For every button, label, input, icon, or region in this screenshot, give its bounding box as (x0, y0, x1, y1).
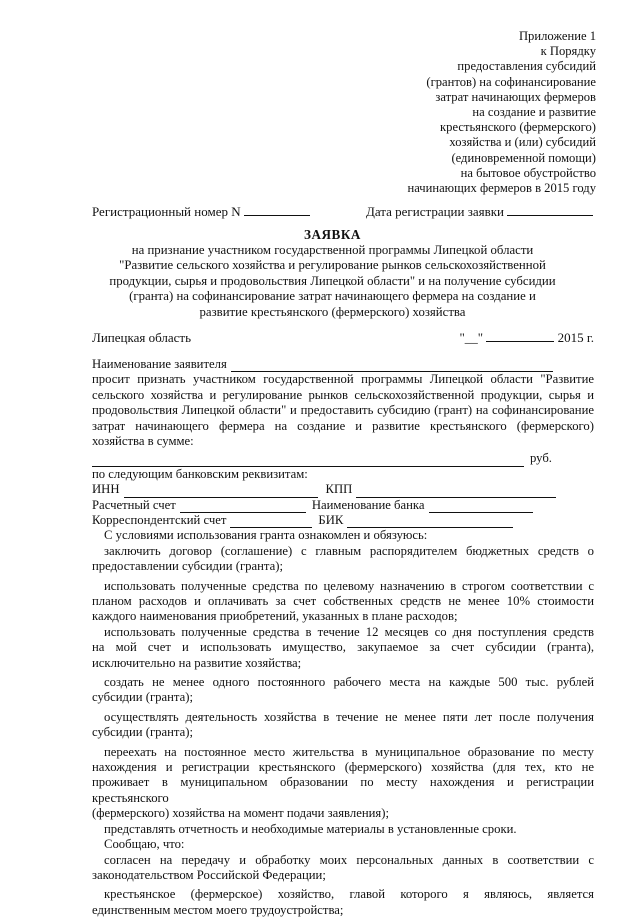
currency-label: руб. (530, 451, 552, 466)
appendix-line: Приложение 1 (518, 29, 596, 43)
obligation-line: каждого наименования приобретений, указанных в плане расходов; (92, 609, 458, 624)
request-line: хозяйства в сумме: (92, 434, 194, 449)
appendix-line: затрат начинающих фермеров (435, 89, 596, 104)
account-label: Расчетный счет (92, 497, 176, 512)
obligation-line: (фермерского) хозяйства на момент подачи заявления); (92, 806, 390, 821)
obligation-line: нахождения и регистрации крестьянского (фермерского) хозяйства (для тех, кто не (92, 760, 594, 775)
appendix-line: предоставления субсидий (457, 59, 596, 74)
corr-account-row (92, 513, 594, 528)
date-field (460, 330, 595, 346)
title-line: на признание участником государственной программы Липецкой области (131, 242, 534, 257)
obligation-line: субсидии (гранта); (92, 725, 193, 740)
corr-account-label: Корреспондентский счет (92, 512, 227, 527)
appendix-line: (грантов) на софинансирование (426, 74, 596, 89)
kpp-blank[interactable] (356, 486, 556, 498)
statement-line: единственным местом моего трудоустройства; (92, 902, 344, 917)
inform-intro: Сообщаю, что: (104, 837, 185, 852)
registration-date-row (366, 204, 593, 220)
appendix-line: хозяйства и (или) субсидий (449, 135, 596, 150)
title-line: "Развитие сельского хозяйства и регулирование рынков сельскохозяйственной (119, 258, 546, 273)
application-body (92, 357, 594, 918)
obligation-line: представлять отчетность и необходимые материалы в установленные сроки. (104, 821, 517, 836)
statement-line: согласен на передачу и обработку моих персональных данных в соответствии с (104, 852, 594, 867)
bank-name-label: Наименование банка (311, 497, 425, 512)
obligation-line: исключительно на развитие хозяйства; (92, 655, 302, 670)
title-line: (гранта) на софинансирование затрат начинающего фермера на создание и (129, 289, 536, 304)
obligation-line: планом расходов и оплачивать за счет собственных средств не менее 10% стоимости (92, 594, 594, 609)
amount-blank[interactable] (92, 455, 524, 467)
obligation-line: проживает в муниципальном образовании по месту нахождения и регистрации крестьянского (92, 775, 594, 805)
date-year: 2015 г. (557, 330, 594, 345)
registration-number-blank[interactable] (244, 204, 310, 216)
appendix-line: начинающих фермеров в 2015 году (407, 181, 596, 196)
applicant-blank[interactable] (231, 360, 553, 372)
title-line: продукции, сырья и продовольствия Липецкой области" и на получение субсидии (109, 273, 556, 288)
corr-account-blank[interactable] (230, 516, 312, 528)
obligation-line: на мой счет и использовать имущество, закупаемое за счет субсидии (гранта), (92, 640, 594, 655)
conditions-intro: С условиями использования гранта ознакомлен и обязуюсь: (104, 528, 428, 543)
inn-blank[interactable] (124, 486, 318, 498)
request-line: затрат начинающего фермера на создание и развитие крестьянского (фермерского) (92, 418, 594, 433)
appendix-line: к Порядку (540, 44, 596, 59)
obligation-line: создать не менее одного постоянного рабочего места на каждые 500 тыс. рублей (104, 675, 594, 690)
obligation-line: использовать полученные средства в течение 12 месяцев со дня поступления средств (104, 624, 594, 639)
inn-label: ИНН (92, 482, 120, 497)
request-line: продовольствия Липецкой области" и предоставить субсидию (грант) на софинансирование (92, 403, 594, 418)
statement-line: крестьянское (фермерское) хозяйство, главой которого я являюсь, является (104, 887, 594, 902)
application-title (95, 227, 570, 321)
obligation-line: субсидии (гранта); (92, 690, 193, 705)
kpp-label: КПП (325, 482, 353, 497)
appendix-header (336, 29, 596, 196)
appendix-line: (единовременной помощи) (451, 150, 596, 165)
registration-date-blank[interactable] (507, 204, 593, 216)
appendix-line: на бытовое обустройство (460, 165, 596, 180)
region-label: Липецкая область (92, 330, 192, 345)
title-line: развитие крестьянского (фермерского) хозяйства (199, 304, 466, 319)
applicant-label: Наименование заявителя (92, 356, 227, 371)
obligation-line: заключить договор (соглашение) с главным распорядителем бюджетных средств о (104, 543, 594, 558)
registration-number-label: Регистрационный номер N (92, 204, 241, 219)
applicant-row (92, 357, 594, 372)
title-heading: ЗАЯВКА (304, 227, 361, 242)
obligation-line: переехать на постоянное место жительства в муниципальное образование по месту (104, 744, 594, 759)
amount-row (92, 451, 594, 466)
obligation-line: осуществлять деятельность хозяйства в течение не менее пяти лет после получения (104, 709, 594, 724)
inn-kpp-row (92, 482, 594, 497)
bank-name-blank[interactable] (429, 501, 533, 513)
bik-blank[interactable] (347, 516, 513, 528)
request-line: сельского хозяйства и регулирование рынков сельскохозяйственной продукции, сырья и (92, 387, 594, 402)
appendix-line: крестьянского (фермерского) (440, 120, 596, 135)
bik-label: БИК (318, 512, 344, 527)
registration-number-row (92, 204, 310, 220)
place-date-row (92, 330, 594, 346)
bank-intro: по следующим банковским реквизитам: (92, 466, 308, 481)
appendix-line: на создание и развитие (472, 105, 596, 120)
registration-date-label: Дата регистрации заявки (366, 204, 505, 219)
account-row (92, 498, 594, 513)
date-day: "__" (459, 330, 484, 345)
account-blank[interactable] (180, 501, 306, 513)
obligation-line: использовать полученные средства по целевому назначению в строгом соответствии с (104, 578, 594, 593)
request-line: просит признать участником государственной программы Липецкой области "Развитие (92, 372, 594, 387)
date-month-blank[interactable] (486, 330, 554, 342)
statement-line: законодательством Российской Федерации; (92, 867, 326, 882)
obligation-line: предоставлении субсидии (гранта); (92, 559, 284, 574)
